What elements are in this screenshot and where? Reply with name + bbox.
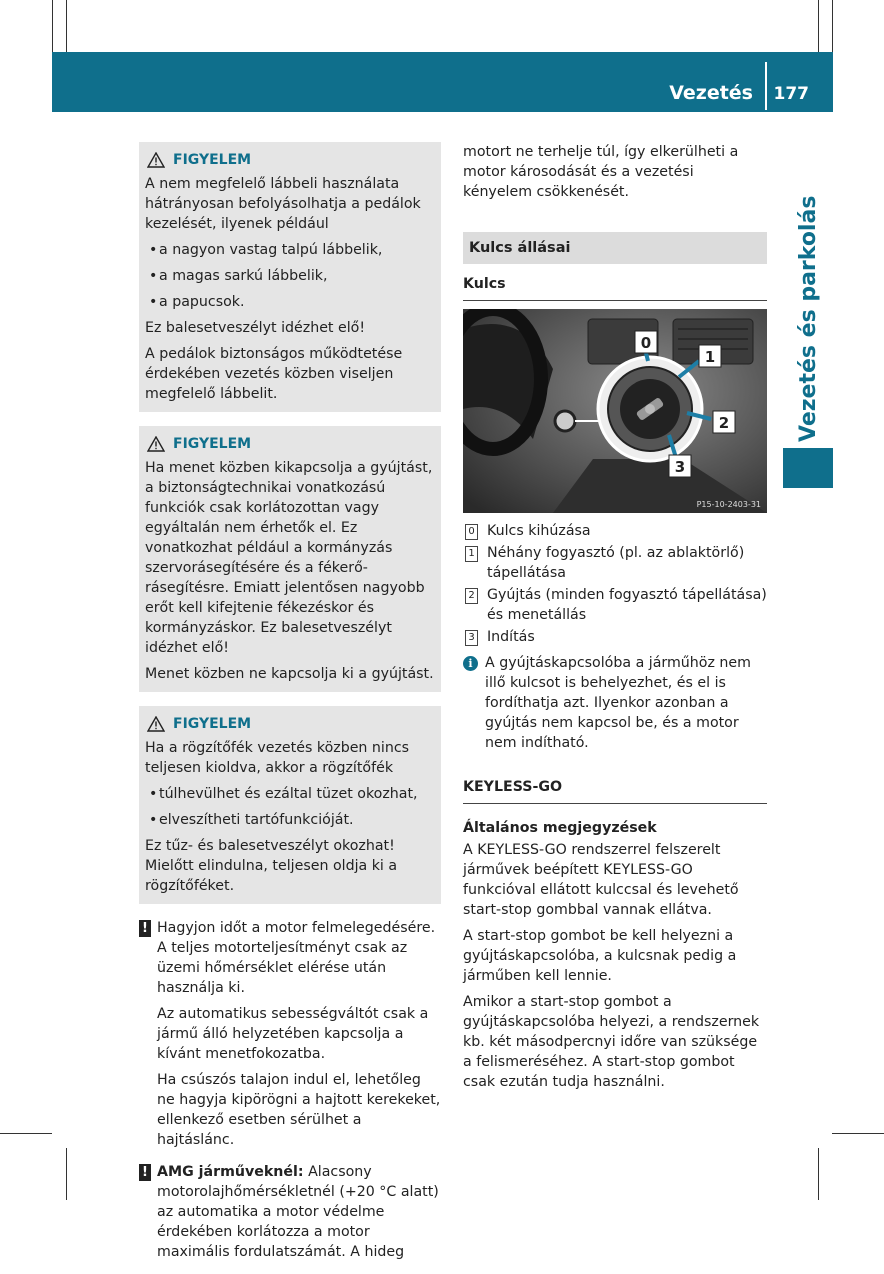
general-notes-heading: Általános megjegyzések	[463, 820, 657, 836]
list-item: • a magas sarkú lábbelik,	[145, 266, 435, 286]
note-text-rest: Alacsony motorolajhőmérsékletnél (+20 °C alatt) az automatika a motor védelme érdekében korlátozza a motor maximális fordulatszámát. A hideg	[157, 1164, 439, 1260]
position-number: 0	[465, 524, 478, 540]
right-column	[463, 142, 767, 1098]
continued-text: motort ne terhelje túl, így elkerülheti a motor károsodását és a vezetési kényelem csökkenését.	[463, 144, 739, 200]
list-item: • túlhevülhet és ezáltal tüzet okozhat,	[145, 784, 435, 804]
warning-text: Menet közben ne kapcsolja ki a gyújtást.	[145, 666, 434, 682]
list-item	[463, 627, 767, 647]
list-item: • a nagyon vastag talpú lábbelik,	[145, 240, 435, 260]
crop-mark	[52, 0, 53, 52]
crop-mark	[818, 1148, 819, 1200]
crop-mark	[832, 0, 833, 52]
list-item	[463, 585, 767, 625]
page-number: 177	[773, 84, 809, 104]
keyless-go-heading: KEYLESS-GO	[463, 777, 767, 804]
caution-icon: !	[139, 920, 151, 937]
warning-triangle-icon	[147, 716, 165, 732]
list-item	[463, 543, 767, 583]
warning-text: A pedálok biztonságos működtetése érdekében vezetés közben viseljen megfelelő lábbelit.	[145, 346, 403, 402]
warning-list	[145, 240, 435, 312]
crop-mark	[0, 1133, 52, 1134]
position-text: Néhány fogyasztó (pl. az ablaktörlő) tápellátása	[487, 545, 745, 581]
note-text: Hagyjon időt a motor felmelegedésére. A teljes motorteljesítményt csak az üzemi hőmérséklet elérése után használja ki.	[157, 920, 436, 996]
photo-label-2: 2	[718, 414, 730, 432]
note-text: Az automatikus sebességváltót csak a jármű álló helyzetében kapcsolja a kívánt menetfokozatba.	[157, 1006, 429, 1062]
warning-box-parking-brake	[139, 706, 441, 904]
page-header	[52, 52, 833, 112]
photo-code: P15-10-2403-31	[696, 500, 761, 509]
warning-label: FIGYELEM	[173, 152, 252, 168]
warning-header	[145, 150, 435, 170]
warning-triangle-icon	[147, 152, 165, 168]
warning-text: Ez tűz- és balesetveszélyt okozhat! Mielőtt elindulna, teljesen oldja ki a rögzítőféket.	[145, 838, 398, 894]
warning-header	[145, 714, 435, 734]
chapter-tab-label: Vezetés és parkolás	[796, 195, 821, 442]
subsection-heading: Kulcs	[463, 274, 767, 301]
caution-note-amg	[139, 1162, 441, 1268]
header-divider	[765, 62, 767, 110]
chapter-tab-marker	[783, 448, 833, 488]
key-position-list	[463, 521, 767, 647]
photo-label-3: 3	[674, 458, 686, 476]
crop-mark	[66, 0, 67, 52]
caution-note-warmup	[139, 918, 441, 1156]
body-text: A KEYLESS-GO rendszerrel felszerelt járművek beépített KEYLESS-GO funkcióval ellátott kulccsal és levehető start-stop gombbal vannak ellátva.	[463, 842, 739, 918]
info-icon: i	[463, 656, 478, 671]
warning-text: Ez balesetveszélyt idézhet elő!	[145, 320, 366, 336]
list-item	[463, 521, 767, 541]
warning-label: FIGYELEM	[173, 716, 252, 732]
note-text	[157, 1162, 441, 1262]
note-bold-lead: AMG járműveknél:	[157, 1164, 304, 1180]
warning-box-footwear	[139, 142, 441, 412]
position-number: 2	[465, 588, 478, 604]
warning-text: Ha a rögzítőfék vezetés közben nincs teljesen kioldva, akkor a rögzítőfék	[145, 740, 410, 776]
position-number: 1	[465, 546, 478, 562]
info-text: A gyújtáskapcsolóba a járműhöz nem illő kulcsot is behelyezhet, és el is fordíthatja azt. Ilyenkor azonban a gyújtás nem kapcsol be, és a motor nem indítható.	[485, 655, 751, 751]
section-heading: Kulcs állásai	[463, 232, 767, 264]
crop-mark	[832, 1133, 884, 1134]
body-text: Amikor a start-stop gombot a gyújtáskapcsolóba helyezi, a rendszernek kb. két másodpercnyi időre van szüksége a felismeréséhez. A start-stop gombot csak ezután tudja használni.	[463, 994, 760, 1090]
left-column	[139, 142, 441, 1274]
caution-icon: !	[139, 1164, 151, 1181]
ignition-lock-illustration	[463, 309, 767, 513]
key-positions-photo	[463, 309, 767, 513]
photo-label-1: 1	[704, 348, 716, 366]
warning-list	[145, 784, 435, 830]
warning-box-ignition	[139, 426, 441, 692]
position-text: Kulcs kihúzása	[487, 523, 591, 539]
crop-mark	[66, 1148, 67, 1200]
body-text: A start-stop gombot be kell helyezni a gyújtáskapcsolóba, a kulcsnak pedig a járműben kell lennie.	[463, 928, 737, 984]
position-number: 3	[465, 630, 478, 646]
note-text: Ha csúszós talajon indul el, lehetőleg ne hagyja kipörögni a hajtott kerekeket, ellenkező esetben sérülhet a hajtáslánc.	[157, 1072, 441, 1148]
section-title: Vezetés	[669, 82, 753, 104]
info-note	[463, 653, 767, 753]
warning-header	[145, 434, 435, 454]
photo-label-0: 0	[640, 334, 652, 352]
list-item: • a papucsok.	[145, 292, 435, 312]
position-text: Gyújtás (minden fogyasztó tápellátása) és menetállás	[487, 587, 767, 623]
position-text: Indítás	[487, 629, 535, 645]
list-item: • elveszítheti tartófunkcióját.	[145, 810, 435, 830]
warning-text: A nem megfelelő lábbeli használata hátrányosan befolyásolhatja a pedálok kezelését, ilyenek például	[145, 176, 421, 232]
warning-triangle-icon	[147, 436, 165, 452]
warning-label: FIGYELEM	[173, 436, 252, 452]
warning-text: Ha menet közben kikapcsolja a gyújtást, a biztonságtechnikai vonatkozású funkciók csak korlátozottan vagy egyáltalán nem érhetők el. Ez vonatkozhat például a kormányzás szervorásegítésére és a fékerő-rásegítésre. Emiatt jelentősen nagyobb erőt kell kifejtenie fékezéskor és kormányzáskor. Ez balesetveszélyt idézhet elő!	[145, 460, 433, 656]
crop-mark	[818, 0, 819, 52]
